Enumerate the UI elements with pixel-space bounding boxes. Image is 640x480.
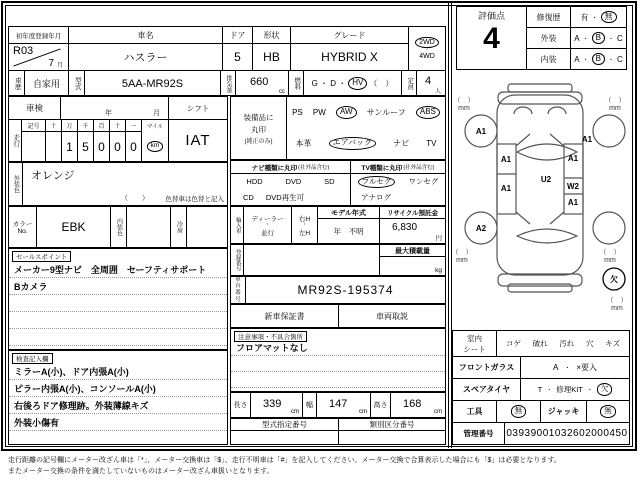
damage-marker: A1 <box>500 184 512 193</box>
tools-value: 無 <box>497 401 541 422</box>
fullseg-circled: フルセグ <box>358 176 396 188</box>
airbag-circled: エアバック <box>329 137 376 150</box>
interior-grade-label: 内装 <box>527 49 571 69</box>
model-designation-label: 型式指定番号 <box>231 419 338 431</box>
type-numbers-row <box>230 418 446 445</box>
color-change-note: 色替車は色替と記入 <box>165 196 224 203</box>
navi-row2: CD DVD再生可 <box>243 192 305 202</box>
first-registration-label: 初年度登録年月 <box>9 27 68 44</box>
sales-point-line: Bカメラ <box>9 278 227 295</box>
exterior-grade-label: 外装 <box>527 28 571 48</box>
capacity-label: 定員 <box>402 71 417 96</box>
sales-points-box <box>8 248 228 350</box>
model-year-value: 年 不明 <box>333 226 364 236</box>
chassis-label: 車台番号 <box>231 277 246 303</box>
interior-color-value <box>127 207 171 247</box>
repair-history-value: 有 ・ 無 <box>571 7 626 27</box>
car-damage-diagram <box>450 82 630 324</box>
damage-marker: A1 <box>475 127 487 136</box>
abs-circled: ABS <box>416 106 440 119</box>
drivetrain-cell: 2WD ・ 4WD <box>409 27 445 70</box>
unit-mile-label: マイル <box>146 124 164 130</box>
car-name-value: ハスラー <box>123 52 168 64</box>
exterior-color-label: 外装色 <box>9 163 23 205</box>
displacement-label: 排気量 <box>221 71 236 96</box>
tv-header: TV種類に丸印 (社外品含む) <box>351 161 445 174</box>
inspector-notes-tab: 検査記入欄 <box>12 353 53 364</box>
inspector-note-line: ミラーA(小)、ドア内張A(小) <box>9 363 227 380</box>
navi-header: ナビ種類に丸印 (社外品含む) <box>231 161 350 174</box>
damage-marker: A2 <box>475 224 487 233</box>
sales-points-tab: セールスポイント <box>12 251 71 262</box>
docs-row <box>230 304 446 328</box>
navi-tv-box <box>230 160 446 206</box>
color-no-value: EBK <box>37 207 111 247</box>
seat-label: 室内 シート <box>453 331 497 356</box>
exterior-color-box: 外装色 オレンジ （ ） 色替車は色替と記入 <box>8 162 228 206</box>
windshield-value: A ・ ×要入 <box>552 363 598 372</box>
aw-circled: AW <box>336 106 357 119</box>
first-registration-value: R03 7 月 <box>13 45 63 69</box>
equipment-box <box>230 96 446 160</box>
missing-part-marker: 欠 <box>610 275 618 284</box>
shift-label: シフト <box>169 97 227 120</box>
mileage-digit <box>22 132 45 161</box>
repair-none-circled: 無 <box>601 11 617 24</box>
door-value: 5 <box>234 50 241 64</box>
car-name-label: 車名 <box>69 27 222 44</box>
fuel-hv-circled: HV <box>348 77 367 90</box>
width-label: 幅 <box>303 393 317 417</box>
sales-point-line: メーカー9型ナビ 全周囲 セーフティサポート <box>9 261 227 278</box>
damage-marker: U2 <box>540 175 552 184</box>
mm-bracket: （ ） <box>606 297 628 304</box>
footer-line: 走行距離の記号欄にメーター改ざん車は「*」、メーター交換車は「$」、走行不明車は「#」を記入してください。メーター交換で合算表示した場合にも「$」は必要となります。 <box>8 457 561 464</box>
mm-label: mm <box>456 257 468 264</box>
shape-label: 形状 <box>253 27 290 44</box>
condition-table <box>452 330 630 445</box>
windshield-label: フロントガラス <box>453 357 521 378</box>
recycle-label: リサイクル預託金 <box>380 207 445 219</box>
mileage-label: 走行 <box>9 120 22 161</box>
equipment-row2: 本革 エアバック ナビ TV <box>295 138 437 148</box>
damage-marker: A1 <box>500 155 512 164</box>
damage-marker: A1 <box>567 154 579 163</box>
inspector-note-line: ピラー内張A(小)、コンソールA(小) <box>9 380 227 397</box>
length-label: 長さ <box>231 393 251 417</box>
manual-cell: 車両取説 <box>376 311 408 321</box>
max-load-label: 最大積載量 <box>380 245 445 257</box>
shaken-date-cell: 年 月 <box>105 110 160 117</box>
exterior-color-value: オレンジ <box>31 170 75 182</box>
mm-bracket: （ ） <box>451 249 473 256</box>
registration-row <box>230 244 446 276</box>
chassis-value: MR92S-195374 <box>297 283 394 297</box>
footer-notes <box>8 455 636 477</box>
height-cell: 168 cm <box>403 398 442 415</box>
score-cell <box>457 7 527 69</box>
dealer-cell: ディーラー ・ 並行 <box>244 207 292 243</box>
model-code-value: 5AA-MR92S <box>85 71 221 96</box>
warranty-cell: 新車保証書 <box>231 305 339 327</box>
recycle-value-cell: 6,830 円 <box>392 222 442 242</box>
handle-cell: 右H ・ 左H <box>292 207 318 243</box>
displacement-cell: 660 cc <box>236 71 289 96</box>
shape-value: HB <box>263 50 280 64</box>
exterior-grade-value: A ・ B ・ C <box>574 32 623 43</box>
mm-label: mm <box>458 105 470 112</box>
class-division-label: 類別区分番号 <box>339 419 445 431</box>
score-value: 4 <box>483 22 500 55</box>
exterior-b-circled: B <box>592 32 605 45</box>
import-label: 輸入車 <box>231 207 244 243</box>
mileage-digit: 0 <box>98 139 105 154</box>
tv-row1: フルセグ ワンセグ <box>351 174 445 190</box>
navi-row1: HDD DVD SD <box>246 177 335 187</box>
mileage-digit <box>46 132 61 161</box>
damage-marker: A1 <box>567 198 579 207</box>
vehicle-header-table <box>8 26 446 96</box>
drive-2wd-circled: 2WD <box>415 37 439 48</box>
history-value: 自家用 <box>25 71 69 96</box>
mm-bracket: （ ） <box>453 97 475 104</box>
equipment-header: 装備品に 丸印 (純正のみ) <box>231 97 287 159</box>
management-number-value: 03939001032602000450 <box>506 428 628 439</box>
mileage-digit: 0 <box>114 139 121 154</box>
class-division-value <box>339 431 445 444</box>
damage-marker: A1 <box>581 135 593 144</box>
grade-value: HYBRID X <box>321 50 378 64</box>
defects-tab: 注意事項・不具合箇所 <box>234 331 307 342</box>
mm-label: mm <box>611 305 623 312</box>
ac-value <box>187 207 227 247</box>
tv-row2: アナログ <box>361 192 391 202</box>
dimensions-row <box>230 392 446 418</box>
grade-label: グレード <box>291 27 408 44</box>
damage-marker: W2 <box>567 182 579 191</box>
footer-line: またメーター交換の条件を満たしていないものはメーター改ざん車扱いとなります。 <box>8 468 274 476</box>
import-row <box>230 206 446 244</box>
drive-4wd: 4WD <box>419 53 435 61</box>
registration-label: 登録番号 <box>231 245 244 275</box>
defect-line: フロアマットなし <box>231 340 445 356</box>
inspection-mileage-table <box>8 96 228 162</box>
tools-label: 工具 <box>453 401 497 422</box>
management-number-label: 管理番号 <box>453 423 505 444</box>
interior-b-circled: B <box>592 53 605 66</box>
mm-bracket: （ ） <box>604 97 626 104</box>
interior-grade-value: A ・ B ・ C <box>574 53 623 64</box>
mileage-digit: 1 <box>66 139 73 154</box>
defects-box <box>230 328 446 392</box>
width-cell: 147 cm <box>317 393 371 417</box>
color-number-row <box>8 206 228 248</box>
mm-bracket: （ ） <box>599 249 621 256</box>
inspector-note-line: 右後ろドア修理跡。外装薄線キズ <box>9 397 227 414</box>
length-cell: 339 cm <box>251 393 303 417</box>
equipment-row1: PS PW AW サンルーフ ABS <box>287 97 445 128</box>
score-label: 評価点 <box>477 11 505 21</box>
door-label: ドア <box>223 27 252 44</box>
capacity-cell: 4 人 <box>425 75 441 95</box>
unit-km-circled: km <box>147 141 164 152</box>
mm-label: mm <box>609 105 621 112</box>
spare-tire-value: T ・ 修理KIT ・ 欠 <box>521 379 629 400</box>
repair-history-label: 修復歴 <box>527 7 571 27</box>
mileage-digit: 0 <box>130 139 137 154</box>
interior-color-label: 内装色 <box>111 207 127 247</box>
max-load-cell: kg <box>435 267 442 274</box>
model-year-label: モデル年式 <box>318 207 379 219</box>
spare-missing-circled: 欠 <box>597 383 613 395</box>
fuel-cell: G ・ D ・ HV （ ） <box>304 71 402 96</box>
evaluation-box <box>456 6 627 70</box>
mileage-row: 走行 記号 十 万 1 千 5 百 0 十 0 一 0 マイル km <box>9 120 168 161</box>
spare-tire-label: スペアタイヤ <box>453 379 521 400</box>
color-no-label: カラーNo. <box>9 207 37 247</box>
chassis-row <box>230 276 446 304</box>
fuel-label: 燃料 <box>289 71 304 96</box>
registration-value <box>244 245 380 275</box>
model-designation-value <box>231 431 338 444</box>
inspector-note-line: 外装小傷有 <box>9 414 227 431</box>
mm-label: mm <box>604 257 616 264</box>
ac-label: 冷房 <box>171 207 187 247</box>
inspector-notes-box <box>8 350 228 445</box>
shift-value: IAT <box>185 132 211 149</box>
model-code-label: 型式 <box>69 71 85 96</box>
jack-value: 無 <box>587 401 629 422</box>
history-label: 車歴 <box>9 71 25 96</box>
seat-options: コゲ 破れ 汚れ 穴 キズ <box>505 339 621 348</box>
shaken-label: 車検 <box>9 97 61 119</box>
mileage-digit: 5 <box>82 139 89 154</box>
jack-label: ジャッキ <box>541 401 587 422</box>
height-label: 高さ <box>371 393 391 417</box>
